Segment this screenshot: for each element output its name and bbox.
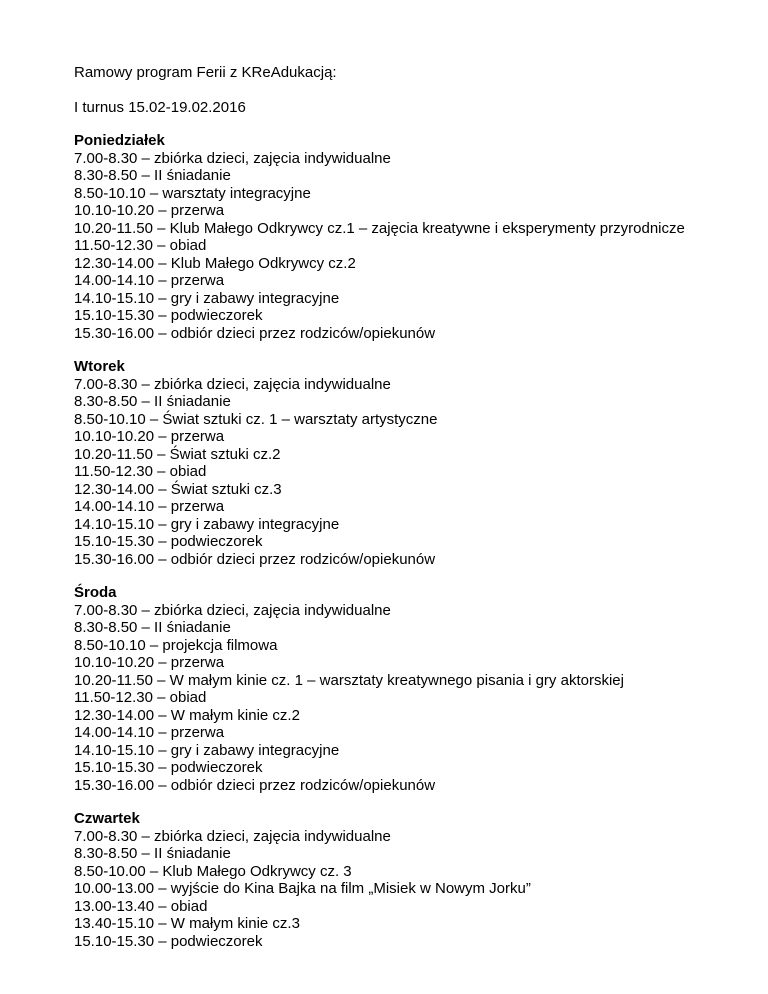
schedule-entry: 15.10-15.30 – podwieczorek xyxy=(74,533,263,550)
schedule-entry: 7.00-8.30 – zbiórka dzieci, zajęcia indywidualne xyxy=(74,149,391,167)
schedule-entry: 15.30-16.00 – odbiór dzieci przez rodziców/opiekunów xyxy=(74,776,436,794)
schedule-entry: 14.00-14.10 – przerwa xyxy=(74,724,225,741)
day-heading: Wtorek xyxy=(74,358,125,375)
schedule-entry: 14.10-15.10 – gry i zabawy integracyjne xyxy=(74,741,340,759)
schedule-entry: 13.40-15.10 – W małym kinie cz.3 xyxy=(74,915,300,932)
schedule-entry: 8.30-8.50 – II śniadanie xyxy=(74,619,231,636)
schedule-entry: 12.30-14.00 – Świat sztuki cz.3 xyxy=(74,480,282,498)
schedule-entry: 8.50-10.10 – Świat sztuki cz. 1 – warsztaty artystyczne xyxy=(74,410,438,428)
schedule-entry: 14.10-15.10 – gry i zabawy integracyjne xyxy=(74,515,340,533)
day-heading: Czwartek xyxy=(74,810,140,827)
schedule-entry: 14.10-15.10 – gry i zabawy integracyjne xyxy=(74,289,340,307)
schedule-entry: 10.20-11.50 – Klub Małego Odkrywcy cz.1 – zajęcia kreatywne i eksperymenty przyrodnicze xyxy=(74,219,685,237)
schedule-entry: 7.00-8.30 – zbiórka dzieci, zajęcia indywidualne xyxy=(74,601,391,619)
schedule-entry: 10.20-11.50 – W małym kinie cz. 1 – warsztaty kreatywnego pisania i gry aktorskiej xyxy=(74,671,624,689)
document-content xyxy=(74,64,694,966)
schedule-entry: 15.30-16.00 – odbiór dzieci przez rodziców/opiekunów xyxy=(74,324,436,342)
schedule-entry: 15.30-16.00 – odbiór dzieci przez rodziców/opiekunów xyxy=(74,550,436,568)
schedule-entry: 10.00-13.00 – wyjście do Kina Bajka na film „Misiek w Nowym Jorku” xyxy=(74,880,531,897)
schedule-entry: 10.10-10.20 – przerwa xyxy=(74,654,225,671)
document-title: Ramowy program Ferii z KReAdukacją: xyxy=(74,64,337,81)
schedule-entry: 15.10-15.30 – podwieczorek xyxy=(74,759,263,776)
schedule-entry: 15.10-15.30 – podwieczorek xyxy=(74,307,263,324)
schedule-entry: 8.30-8.50 – II śniadanie xyxy=(74,845,231,862)
day-section xyxy=(74,132,694,342)
schedule-entry: 13.00-13.40 – obiad xyxy=(74,897,208,915)
schedule-entry: 11.50-12.30 – obiad xyxy=(74,689,207,706)
schedule-entry: 10.10-10.20 – przerwa xyxy=(74,428,225,445)
schedule-entry: 11.50-12.30 – obiad xyxy=(74,237,207,254)
schedule-entry: 15.10-15.30 – podwieczorek xyxy=(74,932,263,950)
schedule-entry: 14.00-14.10 – przerwa xyxy=(74,498,225,515)
schedule-entry: 7.00-8.30 – zbiórka dzieci, zajęcia indywidualne xyxy=(74,827,391,845)
document-subtitle: I turnus 15.02-19.02.2016 xyxy=(74,98,246,116)
schedule-entry: 11.50-12.30 – obiad xyxy=(74,463,207,480)
schedule-entry: 10.10-10.20 – przerwa xyxy=(74,202,225,219)
schedule-entry: 8.50-10.10 – warsztaty integracyjne xyxy=(74,184,311,202)
schedule-entry: 12.30-14.00 – W małym kinie cz.2 xyxy=(74,706,300,724)
schedule-entry: 12.30-14.00 – Klub Małego Odkrywcy cz.2 xyxy=(74,254,356,272)
schedule-entry: 8.30-8.50 – II śniadanie xyxy=(74,393,231,410)
day-heading: Środa xyxy=(74,584,117,601)
schedule-entry: 7.00-8.30 – zbiórka dzieci, zajęcia indywidualne xyxy=(74,375,391,393)
schedule-entry: 8.30-8.50 – II śniadanie xyxy=(74,167,231,184)
schedule-entry: 8.50-10.10 – projekcja filmowa xyxy=(74,636,278,654)
schedule-entry: 14.00-14.10 – przerwa xyxy=(74,272,225,289)
day-heading: Poniedziałek xyxy=(74,132,165,149)
schedule-entry: 10.20-11.50 – Świat sztuki cz.2 xyxy=(74,445,281,463)
schedule-days xyxy=(74,132,694,950)
schedule-entry: 8.50-10.00 – Klub Małego Odkrywcy cz. 3 xyxy=(74,862,352,880)
day-section xyxy=(74,584,694,794)
day-section xyxy=(74,810,694,950)
day-section xyxy=(74,358,694,568)
